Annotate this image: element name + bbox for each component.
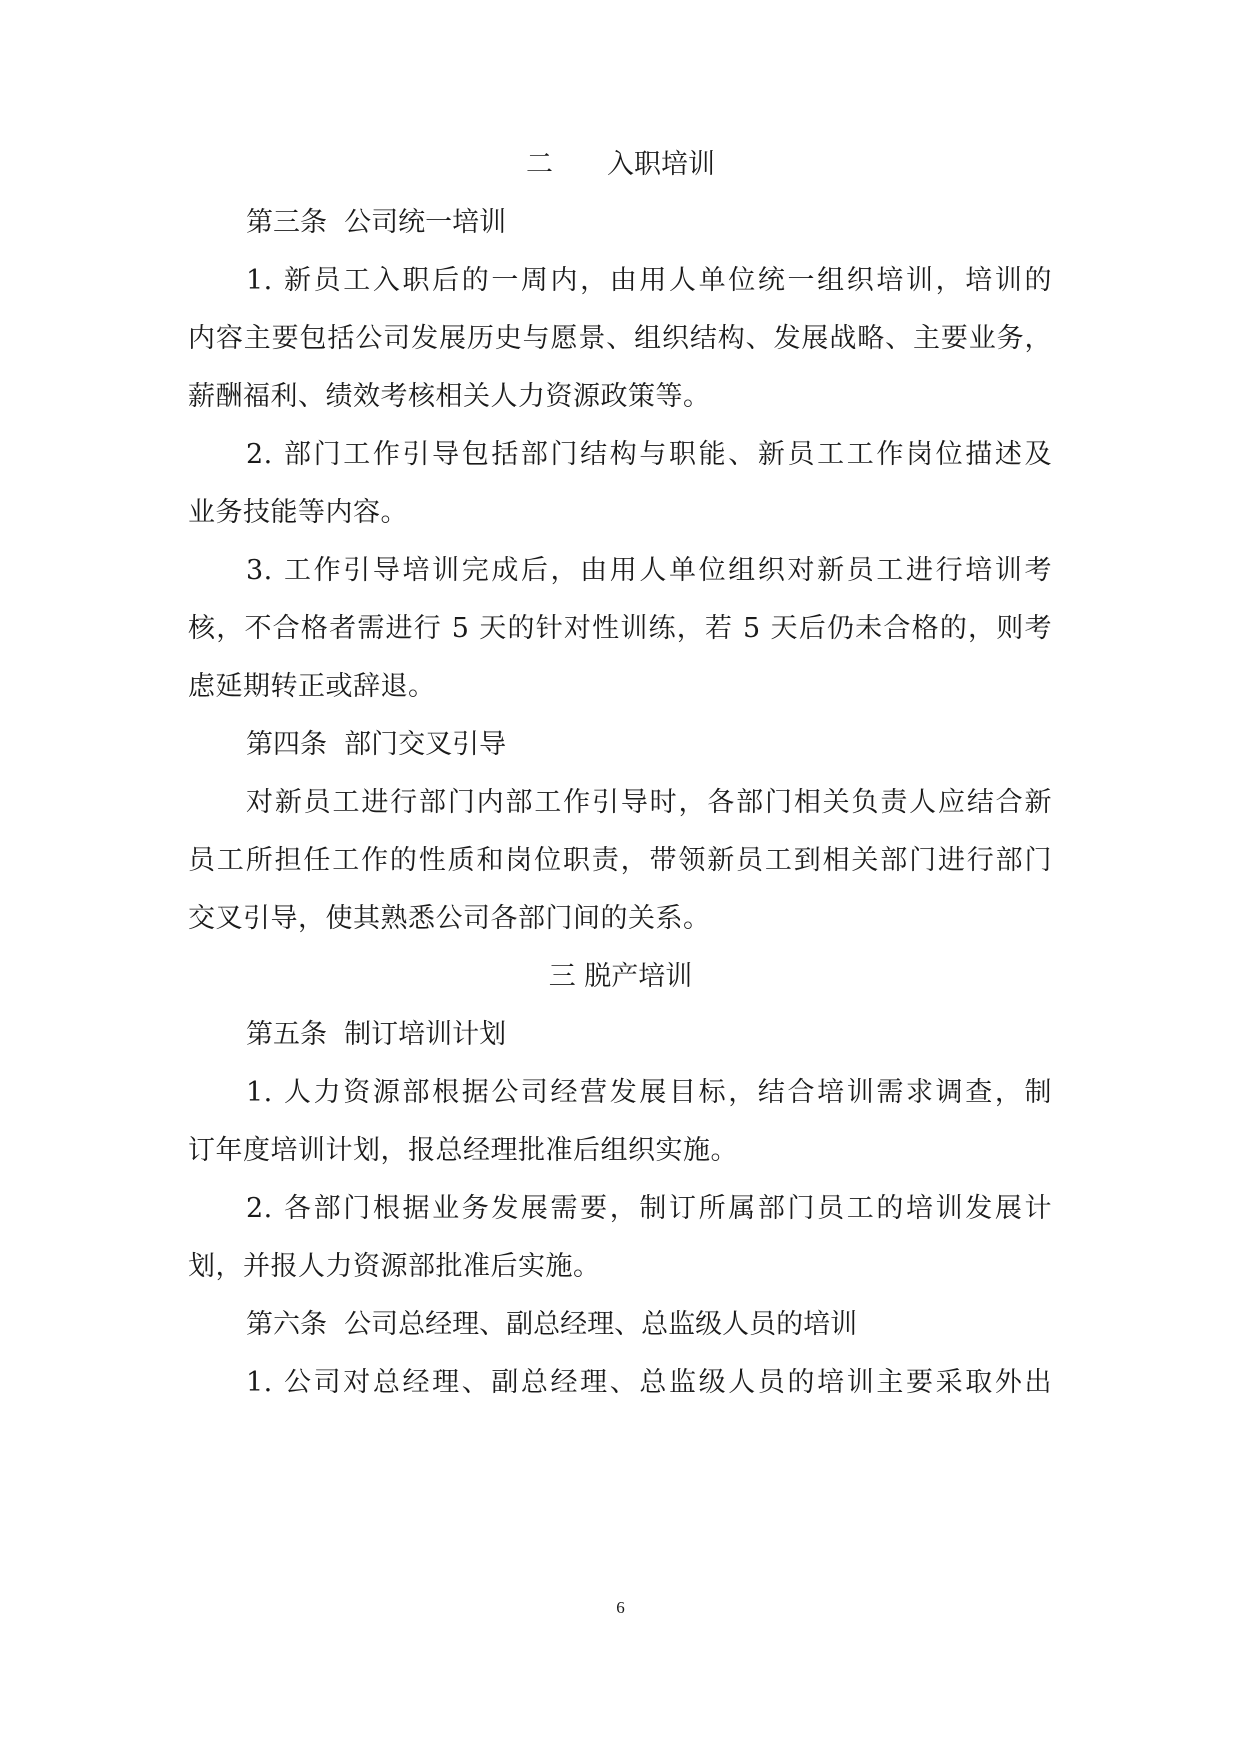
article-5-line-3: 2. 各部门根据业务发展需要，制订所属部门员工的培训发展计 — [246, 1193, 1052, 1224]
article-6-title: 第六条 公司总经理、副总经理、总监级人员的培训 — [246, 1309, 858, 1340]
article-3-line-4: 2. 部门工作引导包括部门结构与职能、新员工工作岗位描述及 — [246, 439, 1052, 470]
article-3-line-1: 1. 新员工入职后的一周内，由用人单位统一组织培训，培训的 — [246, 265, 1052, 296]
article-3-line-8: 虑延期转正或辞退。 — [188, 671, 436, 702]
article-4-title: 第四条 部门交叉引导 — [246, 729, 507, 760]
article-3-line-3: 薪酬福利、绩效考核相关人力资源政策等。 — [188, 381, 711, 412]
article-3-line-5: 业务技能等内容。 — [188, 497, 408, 528]
article-4-line-3: 交叉引导，使其熟悉公司各部门间的关系。 — [188, 903, 711, 934]
section-heading-offjob-training: 三 脱产培训 — [548, 961, 693, 992]
page-number: 6 — [616, 1598, 625, 1617]
article-4-line-2: 员工所担任工作的性质和岗位职责，带领新员工到相关部门进行部门 — [188, 845, 1052, 876]
article-4-line-1: 对新员工进行部门内部工作引导时，各部门相关负责人应结合新 — [246, 787, 1052, 818]
article-3-line-6: 3. 工作引导培训完成后，由用人单位组织对新员工进行培训考 — [246, 555, 1052, 586]
article-3-title: 第三条 公司统一培训 — [246, 207, 507, 238]
article-5-line-4: 划，并报人力资源部批准后实施。 — [188, 1251, 601, 1282]
article-5-line-2: 订年度培训计划，报总经理批准后组织实施。 — [188, 1135, 738, 1166]
section-heading-onboarding: 二 入职培训 — [526, 149, 715, 180]
article-3-line-7: 核，不合格者需进行 5 天的针对性训练，若 5 天后仍未合格的，则考 — [188, 613, 1052, 644]
article-3-line-2: 内容主要包括公司发展历史与愿景、组织结构、发展战略、主要业务， — [188, 323, 1052, 354]
article-5-title: 第五条 制订培训计划 — [246, 1019, 507, 1050]
article-5-line-1: 1. 人力资源部根据公司经营发展目标，结合培训需求调查，制 — [246, 1077, 1052, 1108]
article-6-line-1: 1. 公司对总经理、副总经理、总监级人员的培训主要采取外出 — [246, 1367, 1052, 1398]
